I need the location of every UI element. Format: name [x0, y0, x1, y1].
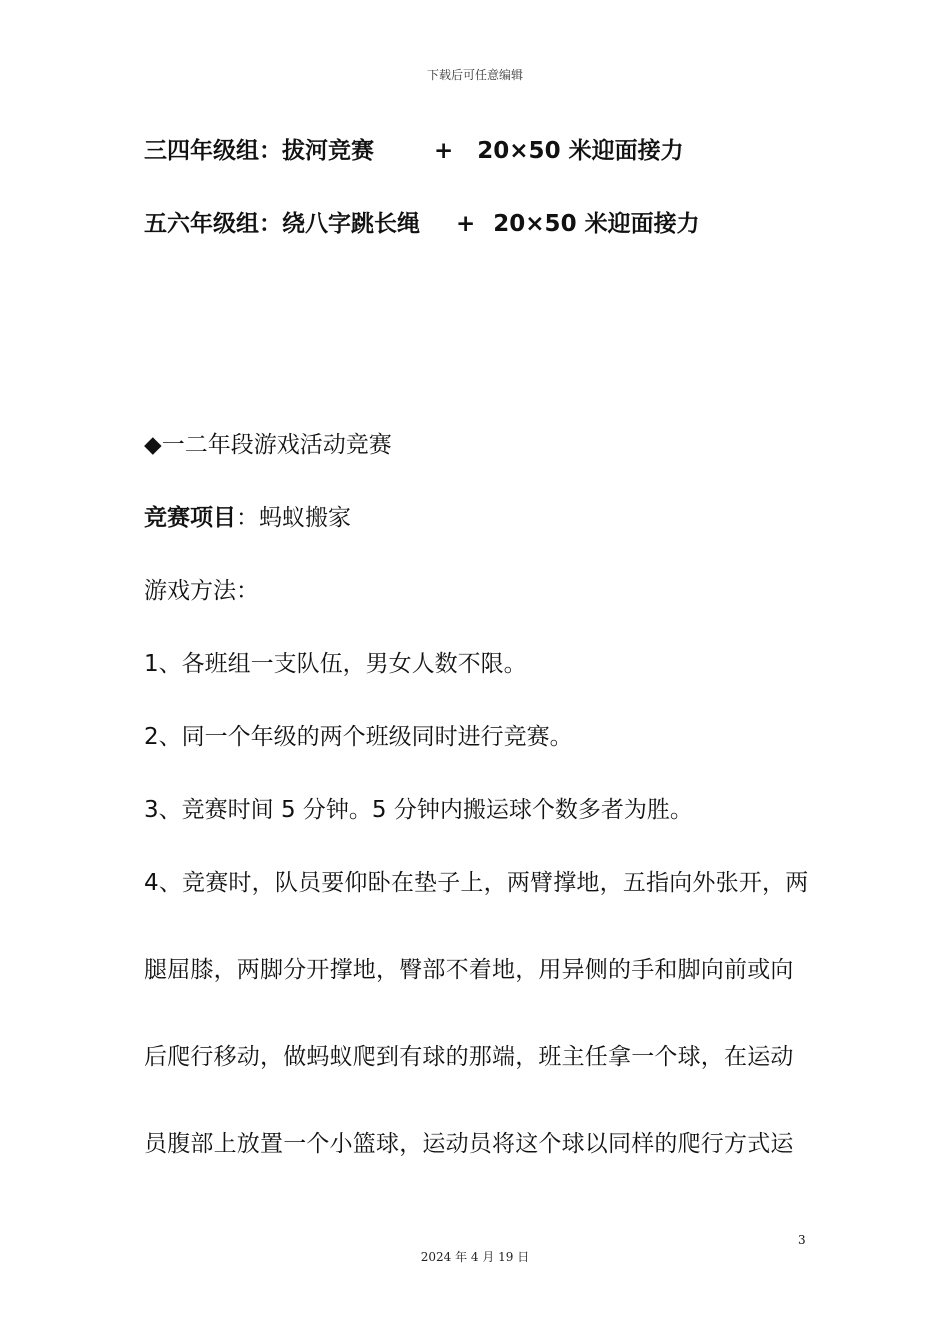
group-line-grade-3-4	[144, 135, 684, 167]
plus-sign: +	[456, 211, 476, 237]
rule-3: 3、竞赛时间 5 分钟。5 分钟内搬运球个数多者为胜。	[144, 797, 693, 823]
page-footer-date: 2024 年 4 月 19 日	[420, 1250, 530, 1264]
rule-4-line-1: 4、竞赛时，队员要仰卧在垫子上，两臂撑地，五指向外张开，两	[144, 870, 809, 896]
rule-4-line-2: 腿屈膝，两脚分开撑地，臀部不着地，用异侧的手和脚向前或向	[144, 957, 794, 983]
group-label: 三四年级组：拔河竞赛	[144, 138, 374, 164]
page-number: 3	[798, 1233, 806, 1247]
group-event: 20×50 米迎面接力	[493, 211, 700, 237]
plus-sign: +	[434, 138, 454, 164]
item-value: 蚂蚁搬家	[259, 505, 351, 531]
item-separator: ：	[236, 505, 259, 531]
method-label: 游戏方法：	[144, 578, 259, 604]
page-header: 下载后可任意编辑	[426, 68, 523, 82]
group-line-grade-5-6	[144, 208, 700, 240]
item-label: 竞赛项目	[144, 505, 236, 531]
competition-item	[144, 502, 351, 534]
group-label: 五六年级组：绕八字跳长绳	[144, 211, 420, 237]
rule-2: 2、同一个年级的两个班级同时进行竞赛。	[144, 724, 573, 750]
rule-1: 1、各班组一支队伍，男女人数不限。	[144, 651, 527, 677]
section-title: ◆一二年段游戏活动竞赛	[144, 432, 392, 458]
rule-4-line-4: 员腹部上放置一个小篮球，运动员将这个球以同样的爬行方式运	[144, 1131, 794, 1157]
rule-4-line-3: 后爬行移动，做蚂蚁爬到有球的那端，班主任拿一个球，在运动	[144, 1044, 794, 1070]
group-event: 20×50 米迎面接力	[477, 138, 684, 164]
